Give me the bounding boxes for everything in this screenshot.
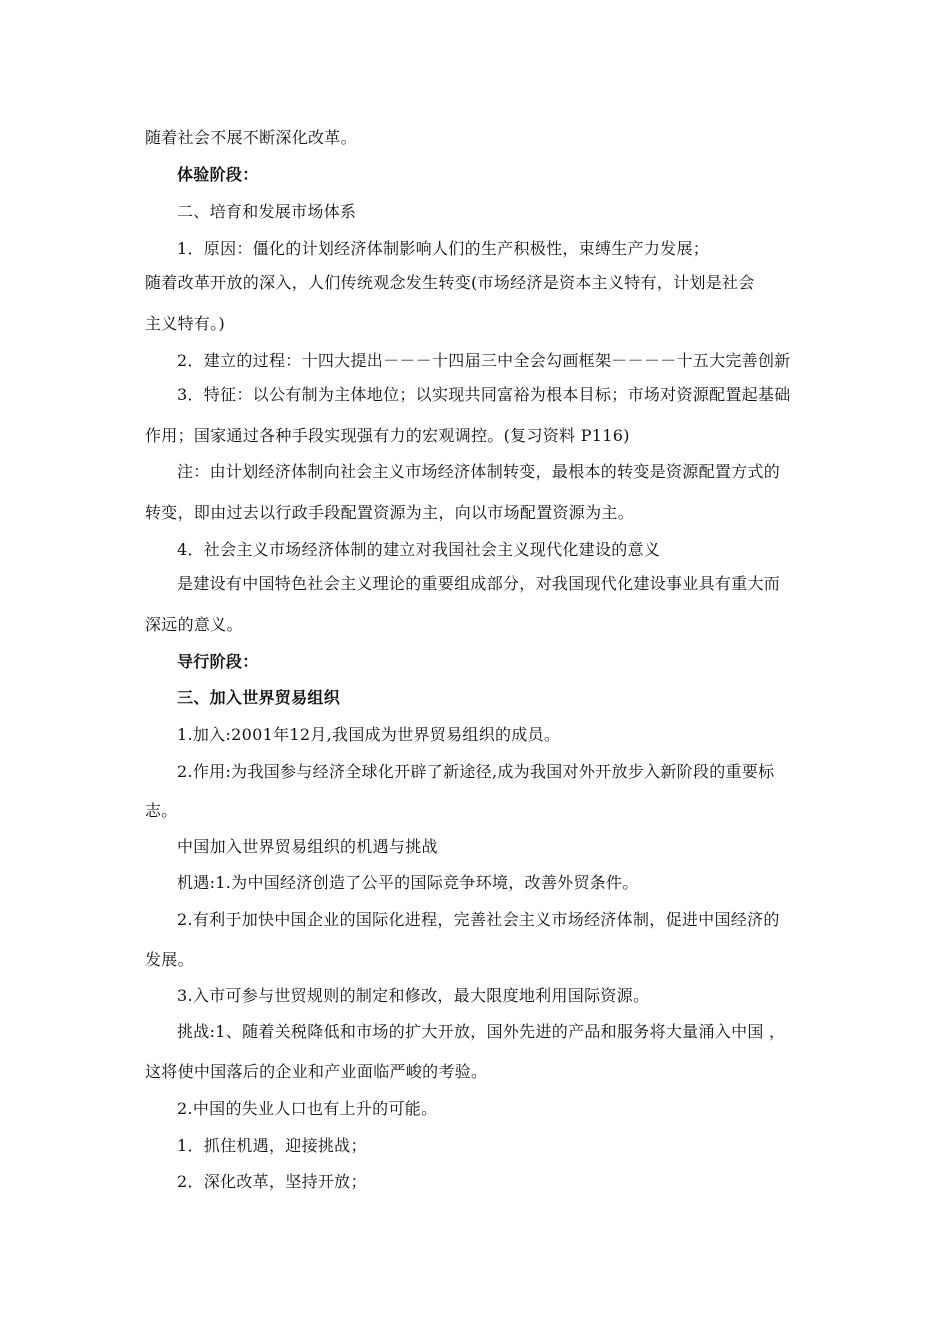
paragraph-line: 发展。 — [145, 950, 194, 969]
section-title: 二、培育和发展市场体系 — [177, 202, 357, 221]
paragraph-line: 2．深化改革，坚持开放； — [177, 1172, 367, 1191]
paragraph-line: 随着改革开放的深入，人们传统观念发生转变(市场经济是资本主义特有，计划是社会 — [145, 273, 755, 292]
section-title: 三、加入世界贸易组织 — [177, 688, 341, 707]
paragraph-line: 挑战:1、随着关税降低和市场的扩大开放，国外先进的产品和服务将大量涌入中国 ， — [177, 1022, 786, 1041]
paragraph-line: 主义特有。) — [145, 314, 226, 333]
paragraph-line: 注：由计划经济体制向社会主义市场经济体制转变，最根本的转变是资源配置方式的 — [177, 462, 781, 481]
paragraph-line: 2.作用:为我国参与经济全球化开辟了新途径,成为我国对外开放步入新阶段的重要标 — [177, 762, 775, 781]
paragraph-line: 1.加入:2001年12月,我国成为世界贸易组织的成员。 — [177, 725, 561, 744]
section-heading: 导行阶段： — [177, 652, 259, 671]
paragraph-line: 转变，即由过去以行政手段配置资源为主，向以市场配置资源为主。 — [145, 503, 635, 522]
paragraph-line: 随着社会不展不断深化改革。 — [145, 128, 357, 147]
paragraph-line: 2.有利于加快中国企业的国际化进程，完善社会主义市场经济体制，促进中国经济的 — [177, 910, 780, 929]
paragraph-line: 1．原因：僵化的计划经济体制影响人们的生产积极性，束缚生产力发展； — [177, 239, 710, 258]
paragraph-line: 深远的意义。 — [145, 615, 243, 634]
paragraph-line: 这将使中国落后的企业和产业面临严峻的考验。 — [145, 1062, 488, 1081]
paragraph-line: 作用；国家通过各种手段实现强有力的宏观调控。(复习资料 P116) — [145, 426, 630, 445]
paragraph-line: 2．建立的过程：十四大提出－－－十四届三中全会勾画框架－－－－十五大完善创新 — [177, 351, 791, 370]
paragraph-line: 1．抓住机遇，迎接挑战； — [177, 1136, 367, 1155]
paragraph-line: 是建设有中国特色社会主义理论的重要组成部分，对我国现代化建设事业具有重大而 — [177, 574, 781, 593]
paragraph-line: 机遇:1.为中国经济创造了公平的国际竞争环境，改善外贸条件。 — [177, 873, 639, 892]
paragraph-line: 2.中国的失业人口也有上升的可能。 — [177, 1099, 438, 1118]
paragraph-line: 3．特征：以公有制为主体地位；以实现共同富裕为根本目标；市场对资源配置起基础 — [177, 385, 791, 404]
paragraph-line: 志。 — [145, 801, 178, 820]
paragraph-line: 4．社会主义市场经济体制的建立对我国社会主义现代化建设的意义 — [177, 540, 661, 559]
paragraph-line: 3.入市可参与世贸规则的制定和修改，最大限度地利用国际资源。 — [177, 986, 650, 1005]
subheading: 中国加入世界贸易组织的机遇与挑战 — [177, 837, 438, 856]
section-heading: 体验阶段： — [177, 165, 259, 184]
